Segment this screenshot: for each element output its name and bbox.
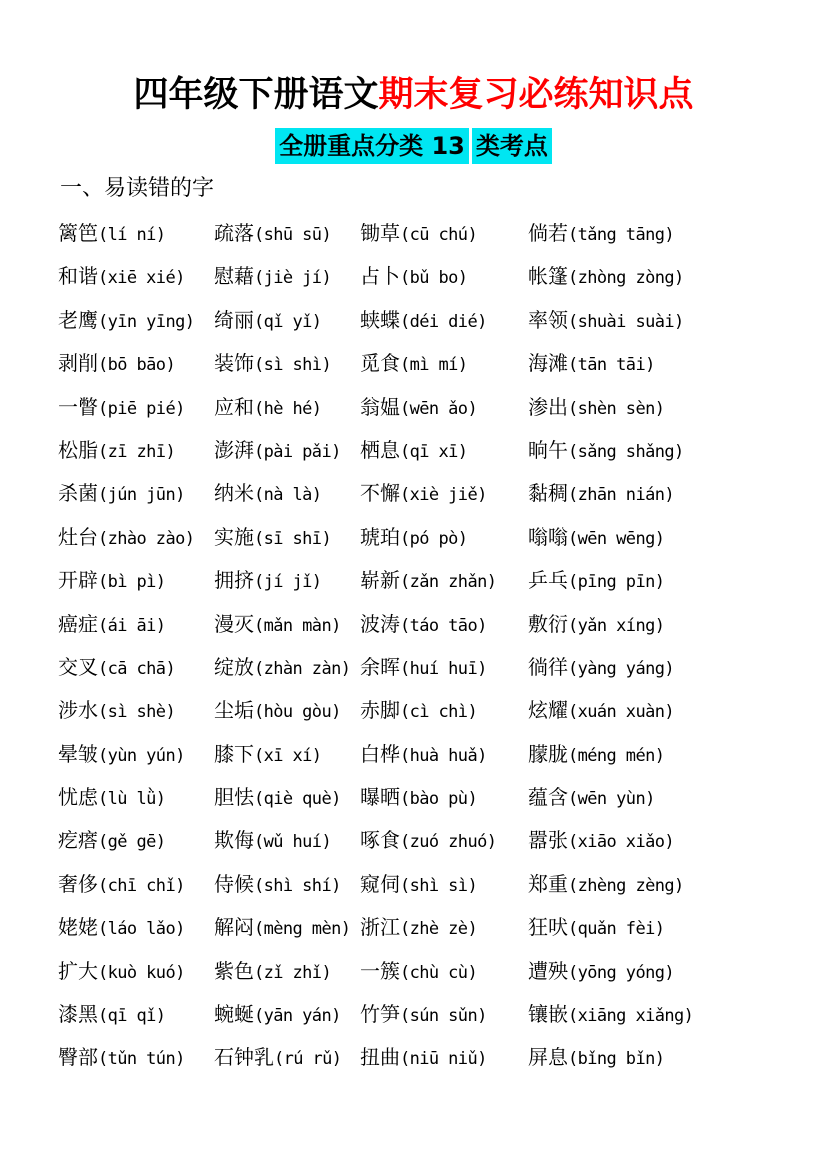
word-characters: 剥削 bbox=[58, 351, 98, 376]
word-entry bbox=[360, 776, 477, 819]
word-characters: 浙江 bbox=[360, 915, 400, 940]
word-pinyin-options: (qiè què) bbox=[254, 789, 341, 810]
word-pinyin-options: (rú rǔ) bbox=[274, 1049, 342, 1070]
word-row bbox=[58, 689, 798, 732]
word-entry bbox=[214, 863, 341, 906]
word-characters: 晕皱 bbox=[58, 741, 98, 766]
word-entry bbox=[58, 819, 165, 862]
word-entry bbox=[58, 212, 165, 255]
word-characters: 占卜 bbox=[360, 264, 400, 289]
word-row bbox=[58, 819, 798, 862]
word-row bbox=[58, 950, 798, 993]
word-row bbox=[58, 993, 798, 1036]
word-characters: 乒乓 bbox=[528, 568, 568, 593]
word-entry bbox=[528, 819, 674, 862]
word-pinyin-options: (méng mén) bbox=[568, 745, 665, 766]
word-characters: 侍候 bbox=[214, 871, 254, 896]
word-entry bbox=[58, 1036, 185, 1079]
word-row bbox=[58, 776, 798, 819]
word-entry bbox=[360, 429, 467, 472]
word-pinyin-options: (yǎn xíng) bbox=[568, 615, 665, 636]
word-characters: 栖息 bbox=[360, 437, 400, 462]
word-characters: 松脂 bbox=[58, 437, 98, 462]
word-pinyin-options: (tǔn tún) bbox=[98, 1049, 185, 1070]
word-characters: 漫灭 bbox=[214, 611, 254, 636]
word-pinyin-options: (lí ní) bbox=[98, 225, 166, 245]
word-characters: 窥伺 bbox=[360, 871, 400, 896]
word-pinyin-options: (zhòng zòng) bbox=[568, 268, 684, 289]
word-entry bbox=[214, 1036, 341, 1079]
word-characters: 遭殃 bbox=[528, 958, 568, 983]
word-pinyin-options: (kuò kuó) bbox=[98, 962, 185, 983]
word-characters: 翁媪 bbox=[360, 394, 400, 419]
word-pinyin-options: (zǐ zhǐ) bbox=[254, 962, 332, 983]
word-characters: 奢侈 bbox=[58, 871, 98, 896]
word-characters: 波涛 bbox=[360, 611, 400, 636]
title-black-part: 四年级下册语文 bbox=[133, 75, 379, 115]
word-entry bbox=[360, 559, 496, 602]
word-row bbox=[58, 863, 798, 906]
word-row bbox=[58, 646, 798, 689]
word-pinyin-options: (bǐng bǐn) bbox=[568, 1049, 665, 1070]
word-pinyin-options: (wǔ huí) bbox=[254, 832, 332, 853]
word-pinyin-options: (shèn sèn) bbox=[568, 398, 665, 419]
word-pinyin-options: (hè hé) bbox=[254, 398, 322, 419]
word-pinyin-options: (yōng yóng) bbox=[568, 962, 674, 983]
word-characters: 不懈 bbox=[360, 481, 400, 506]
word-characters: 郑重 bbox=[528, 871, 568, 896]
word-entry bbox=[360, 212, 477, 255]
word-pinyin-options: (zhàn zàn) bbox=[254, 658, 351, 679]
word-pinyin-options: (sī shī) bbox=[254, 528, 332, 549]
word-characters: 扩大 bbox=[58, 958, 98, 983]
word-characters: 慰藉 bbox=[214, 264, 254, 289]
word-characters: 嚣张 bbox=[528, 828, 568, 853]
word-entry bbox=[214, 603, 341, 646]
word-characters: 欺侮 bbox=[214, 828, 254, 853]
word-characters: 镶嵌 bbox=[528, 1002, 568, 1027]
word-entry bbox=[360, 733, 487, 776]
word-pinyin-options: (nà là) bbox=[254, 485, 322, 506]
title-red-part: 期末复习必练知识点 bbox=[378, 75, 694, 115]
word-entry bbox=[360, 863, 477, 906]
word-pinyin-options: (pīng pīn) bbox=[568, 572, 665, 593]
word-pinyin-options: (cū chú) bbox=[400, 225, 478, 245]
subtitle-part-1: 全册重点分类 13 bbox=[275, 128, 469, 164]
word-characters: 装饰 bbox=[214, 351, 254, 376]
word-entry bbox=[214, 689, 341, 732]
word-pinyin-options: (yùn yún) bbox=[98, 745, 185, 766]
word-pinyin-options: (sún sǔn) bbox=[400, 1006, 487, 1027]
word-entry bbox=[58, 603, 165, 646]
word-characters: 一瞥 bbox=[58, 394, 98, 419]
word-entry bbox=[528, 993, 693, 1036]
word-characters: 老鹰 bbox=[58, 307, 98, 332]
word-entry bbox=[528, 863, 684, 906]
word-pinyin-options: (bì pì) bbox=[98, 572, 166, 593]
word-entry bbox=[214, 646, 350, 689]
word-pinyin-options: (pài pǎi) bbox=[254, 441, 341, 462]
word-pinyin-options: (yàng yáng) bbox=[568, 658, 674, 679]
word-pinyin-options: (zhào zào) bbox=[98, 528, 195, 549]
word-entry bbox=[214, 950, 331, 993]
word-entry bbox=[58, 776, 165, 819]
word-characters: 崭新 bbox=[360, 568, 400, 593]
word-entry bbox=[360, 299, 487, 342]
word-characters: 癌症 bbox=[58, 611, 98, 636]
word-characters: 石钟乳 bbox=[214, 1045, 274, 1070]
word-entry bbox=[528, 776, 655, 819]
word-characters: 余晖 bbox=[360, 654, 400, 679]
word-pinyin-options: (wēn wēng) bbox=[568, 528, 665, 549]
word-characters: 朦胧 bbox=[528, 741, 568, 766]
word-characters: 绮丽 bbox=[214, 307, 254, 332]
word-pinyin-options: (cā chā) bbox=[98, 658, 176, 679]
word-pinyin-options: (sì shì) bbox=[254, 355, 332, 376]
word-characters: 实施 bbox=[214, 524, 254, 549]
word-entry bbox=[360, 646, 487, 689]
word-entry bbox=[528, 1036, 664, 1079]
word-entry bbox=[214, 386, 321, 429]
word-pinyin-options: (chù cù) bbox=[400, 962, 478, 983]
word-pinyin-options: (shū sū) bbox=[254, 225, 332, 245]
word-pinyin-options: (xuán xuàn) bbox=[568, 702, 674, 723]
word-entry bbox=[360, 342, 467, 385]
word-characters: 海滩 bbox=[528, 351, 568, 376]
word-pinyin-options: (piē pié) bbox=[98, 398, 185, 419]
word-entry bbox=[528, 299, 684, 342]
word-pinyin-options: (jún jūn) bbox=[98, 485, 185, 506]
word-pinyin-options: (tān tāi) bbox=[568, 355, 655, 376]
word-characters: 应和 bbox=[214, 394, 254, 419]
word-entry bbox=[58, 993, 165, 1036]
word-entry bbox=[360, 689, 477, 732]
word-characters: 蜿蜒 bbox=[214, 1002, 254, 1027]
word-pinyin-options: (yān yán) bbox=[254, 1006, 341, 1027]
word-pinyin-options: (pó pò) bbox=[400, 528, 468, 549]
word-row bbox=[58, 733, 798, 776]
word-characters: 曝晒 bbox=[360, 785, 400, 810]
word-entry bbox=[528, 603, 664, 646]
word-row bbox=[58, 559, 798, 602]
word-characters: 和谐 bbox=[58, 264, 98, 289]
word-entry bbox=[58, 472, 185, 515]
word-pinyin-options: (huà huǎ) bbox=[400, 745, 487, 766]
word-entry bbox=[214, 429, 341, 472]
word-characters: 竹笋 bbox=[360, 1002, 400, 1027]
word-entry bbox=[360, 603, 487, 646]
word-entry bbox=[214, 906, 350, 949]
word-characters: 啄食 bbox=[360, 828, 400, 853]
word-entry bbox=[360, 1036, 487, 1079]
word-pinyin-options: (qǐ yǐ) bbox=[254, 311, 322, 332]
word-entry bbox=[58, 646, 175, 689]
word-pinyin-options: (mǎn màn) bbox=[254, 615, 341, 636]
word-characters: 绽放 bbox=[214, 654, 254, 679]
word-pinyin-options: (hòu gòu) bbox=[254, 702, 341, 723]
word-row bbox=[58, 386, 798, 429]
word-characters: 解闷 bbox=[214, 915, 254, 940]
word-entry bbox=[360, 906, 477, 949]
word-entry bbox=[214, 516, 331, 559]
word-entry bbox=[360, 516, 467, 559]
word-entry bbox=[360, 472, 487, 515]
word-pinyin-options: (mèng mèn) bbox=[254, 919, 351, 940]
word-pinyin-options: (láo lǎo) bbox=[98, 919, 185, 940]
word-entry bbox=[360, 819, 496, 862]
word-pinyin-options: (shuài suài) bbox=[568, 311, 684, 332]
word-row bbox=[58, 299, 798, 342]
word-row bbox=[58, 906, 798, 949]
page-title bbox=[0, 70, 827, 120]
word-pinyin-options: (cì chì) bbox=[400, 702, 478, 723]
word-entry bbox=[528, 386, 664, 429]
word-pinyin-options: (qī qǐ) bbox=[98, 1006, 166, 1027]
word-characters: 涉水 bbox=[58, 698, 98, 723]
word-characters: 率领 bbox=[528, 307, 568, 332]
word-characters: 蕴含 bbox=[528, 785, 568, 810]
word-row bbox=[58, 603, 798, 646]
word-characters: 漆黑 bbox=[58, 1002, 98, 1027]
word-entry bbox=[58, 342, 175, 385]
word-characters: 疙瘩 bbox=[58, 828, 98, 853]
word-pinyin-options: (wēn ǎo) bbox=[400, 398, 478, 419]
word-entry bbox=[214, 819, 331, 862]
word-characters: 开辟 bbox=[58, 568, 98, 593]
word-pinyin-options: (sǎng shǎng) bbox=[568, 441, 684, 462]
word-pinyin-options: (zuó zhuó) bbox=[400, 832, 497, 853]
word-pinyin-options: (niū niǔ) bbox=[400, 1049, 487, 1070]
word-pinyin-options: (quǎn fèi) bbox=[568, 919, 665, 940]
word-entry bbox=[528, 255, 684, 298]
word-pinyin-options: (chī chǐ) bbox=[98, 875, 185, 896]
word-entry bbox=[528, 429, 684, 472]
word-entry bbox=[214, 342, 331, 385]
word-pinyin-options: (mì mí) bbox=[400, 355, 468, 376]
word-characters: 灶台 bbox=[58, 524, 98, 549]
word-pinyin-options: (zhān nián) bbox=[568, 485, 674, 506]
word-pinyin-options: (shì shí) bbox=[254, 875, 341, 896]
word-row bbox=[58, 472, 798, 515]
word-entry bbox=[214, 212, 331, 255]
word-pinyin-options: (lù lǜ) bbox=[98, 789, 166, 810]
word-characters: 胆怯 bbox=[214, 785, 254, 810]
word-characters: 膝下 bbox=[214, 741, 254, 766]
word-characters: 屏息 bbox=[528, 1045, 568, 1070]
word-row bbox=[58, 429, 798, 472]
word-entry bbox=[58, 863, 185, 906]
word-entry bbox=[528, 472, 674, 515]
word-entry bbox=[58, 559, 165, 602]
word-entry bbox=[360, 950, 477, 993]
word-entry bbox=[528, 689, 674, 732]
word-entry bbox=[528, 733, 664, 776]
word-entry bbox=[58, 516, 194, 559]
word-entry bbox=[528, 559, 664, 602]
word-characters: 忧虑 bbox=[58, 785, 98, 810]
word-entry bbox=[58, 733, 185, 776]
word-entry bbox=[360, 386, 477, 429]
word-characters: 澎湃 bbox=[214, 437, 254, 462]
word-entry bbox=[58, 429, 175, 472]
word-entry bbox=[214, 993, 341, 1036]
word-pinyin-options: (xī xí) bbox=[254, 745, 322, 766]
word-characters: 尘垢 bbox=[214, 698, 254, 723]
word-pinyin-options: (zhè zè) bbox=[400, 919, 478, 940]
word-entry bbox=[58, 255, 185, 298]
word-row bbox=[58, 212, 798, 255]
word-entry bbox=[528, 516, 664, 559]
word-pinyin-options: (xiāng xiǎng) bbox=[568, 1006, 694, 1027]
word-entry bbox=[214, 472, 321, 515]
word-characters: 嗡嗡 bbox=[528, 524, 568, 549]
word-pinyin-options: (qī xī) bbox=[400, 441, 468, 462]
word-entry bbox=[58, 689, 175, 732]
word-entry bbox=[528, 646, 674, 689]
word-entry bbox=[360, 993, 487, 1036]
word-pinyin-options: (shì sì) bbox=[400, 875, 478, 896]
word-entry bbox=[214, 733, 321, 776]
word-entry bbox=[58, 386, 185, 429]
word-characters: 黏稠 bbox=[528, 481, 568, 506]
word-row bbox=[58, 1036, 798, 1079]
word-pinyin-options: (ái āi) bbox=[98, 615, 166, 636]
page-subtitle bbox=[0, 128, 827, 164]
word-characters: 纳米 bbox=[214, 481, 254, 506]
word-pinyin-options: (zhèng zèng) bbox=[568, 875, 684, 896]
word-characters: 一簇 bbox=[360, 958, 400, 983]
word-row bbox=[58, 516, 798, 559]
word-entry bbox=[58, 950, 185, 993]
word-entry bbox=[58, 299, 194, 342]
subtitle-part-2: 类考点 bbox=[472, 128, 552, 164]
word-characters: 赤脚 bbox=[360, 698, 400, 723]
word-entry bbox=[214, 776, 341, 819]
word-characters: 杀菌 bbox=[58, 481, 98, 506]
word-characters: 姥姥 bbox=[58, 915, 98, 940]
word-entry bbox=[360, 255, 467, 298]
word-entry bbox=[528, 212, 674, 255]
word-characters: 觅食 bbox=[360, 351, 400, 376]
word-characters: 篱笆 bbox=[58, 221, 98, 245]
word-list bbox=[58, 212, 798, 1080]
word-pinyin-options: (bǔ bo) bbox=[400, 268, 468, 289]
word-characters: 渗出 bbox=[528, 394, 568, 419]
word-pinyin-options: (yīn yīng) bbox=[98, 311, 195, 332]
word-characters: 蛱蝶 bbox=[360, 307, 400, 332]
word-pinyin-options: (jí jǐ) bbox=[254, 572, 322, 593]
word-pinyin-options: (déi dié) bbox=[400, 311, 487, 332]
word-characters: 琥珀 bbox=[360, 524, 400, 549]
word-pinyin-options: (zī zhī) bbox=[98, 441, 176, 462]
word-entry bbox=[528, 950, 674, 993]
word-entry bbox=[58, 906, 185, 949]
word-pinyin-options: (huí huī) bbox=[400, 658, 487, 679]
word-entry bbox=[528, 906, 664, 949]
word-row bbox=[58, 255, 798, 298]
word-characters: 紫色 bbox=[214, 958, 254, 983]
word-characters: 炫耀 bbox=[528, 698, 568, 723]
word-characters: 锄草 bbox=[360, 221, 400, 245]
word-pinyin-options: (táo tāo) bbox=[400, 615, 487, 636]
word-characters: 敷衍 bbox=[528, 611, 568, 636]
word-characters: 徜徉 bbox=[528, 654, 568, 679]
word-characters: 狂吠 bbox=[528, 915, 568, 940]
word-characters: 倘若 bbox=[528, 221, 568, 245]
word-characters: 扭曲 bbox=[360, 1045, 400, 1070]
word-pinyin-options: (wēn yùn) bbox=[568, 789, 655, 810]
word-pinyin-options: (gě gē) bbox=[98, 832, 166, 853]
word-entry bbox=[214, 255, 331, 298]
word-pinyin-options: (xiē xié) bbox=[98, 268, 185, 289]
word-pinyin-options: (xiè jiě) bbox=[400, 485, 487, 506]
word-pinyin-options: (jiè jí) bbox=[254, 268, 332, 289]
word-pinyin-options: (bō bāo) bbox=[98, 355, 176, 376]
word-row bbox=[58, 342, 798, 385]
word-characters: 交叉 bbox=[58, 654, 98, 679]
word-pinyin-options: (xiāo xiǎo) bbox=[568, 832, 674, 853]
word-pinyin-options: (zǎn zhǎn) bbox=[400, 572, 497, 593]
word-characters: 臀部 bbox=[58, 1045, 98, 1070]
word-pinyin-options: (tǎng tāng) bbox=[568, 225, 674, 245]
word-characters: 拥挤 bbox=[214, 568, 254, 593]
section-heading: 一、易读错的字 bbox=[60, 176, 215, 201]
word-characters: 白桦 bbox=[360, 741, 400, 766]
word-entry bbox=[528, 342, 655, 385]
word-characters: 疏落 bbox=[214, 221, 254, 245]
word-entry bbox=[214, 299, 321, 342]
word-pinyin-options: (sì shè) bbox=[98, 702, 176, 723]
word-pinyin-options: (bào pù) bbox=[400, 789, 478, 810]
word-characters: 晌午 bbox=[528, 437, 568, 462]
word-entry bbox=[214, 559, 321, 602]
word-characters: 帐篷 bbox=[528, 264, 568, 289]
